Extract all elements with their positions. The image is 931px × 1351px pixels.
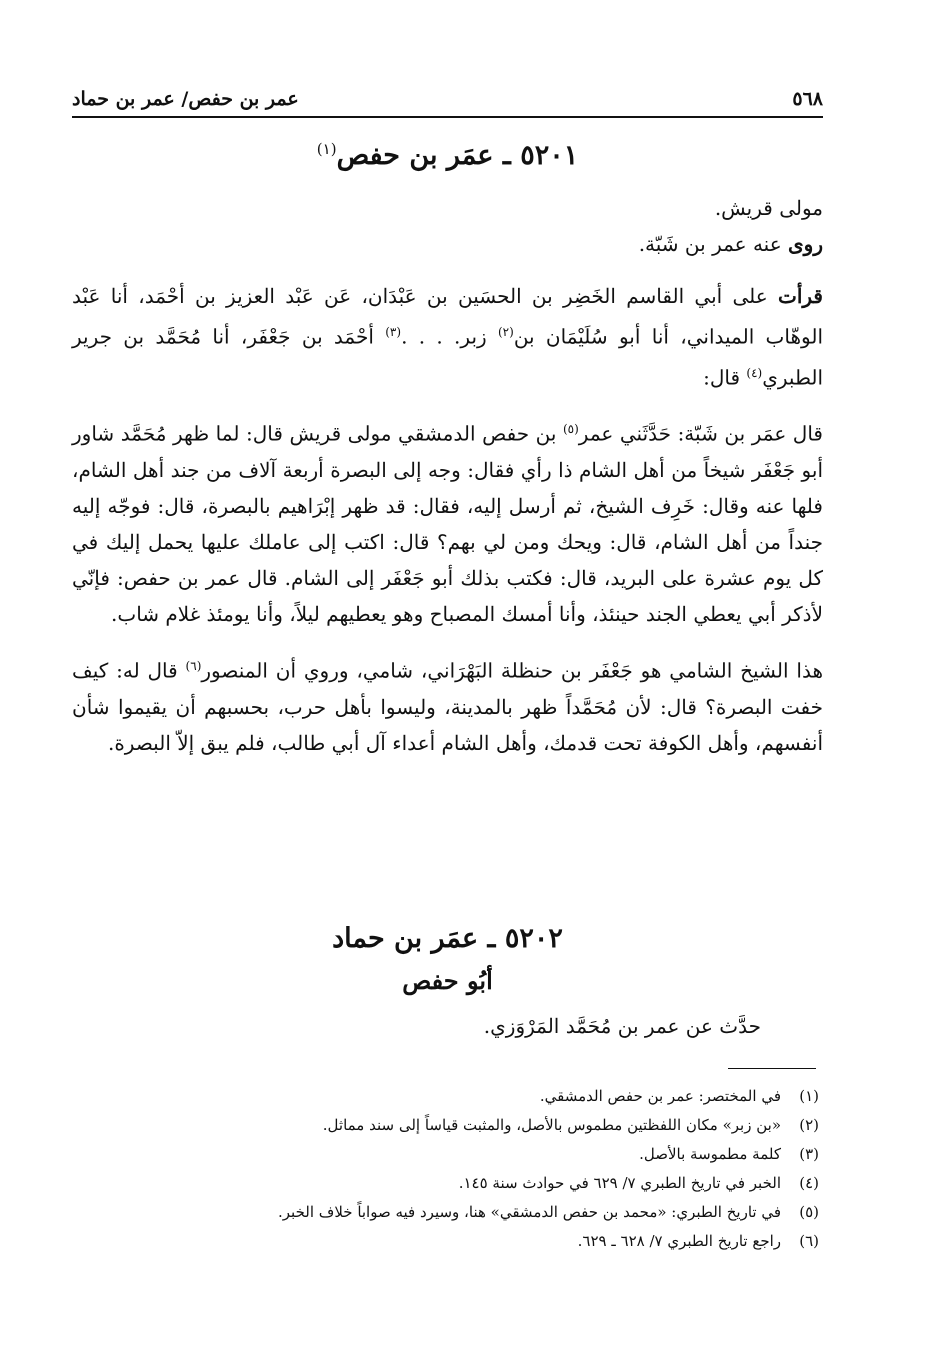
- footnote-number: (٢): [799, 1116, 819, 1134]
- entry2-subtitle: أبُو حفص: [402, 966, 493, 995]
- footnote-text: كلمة مطموسة بالأصل.: [639, 1145, 781, 1163]
- footnote-marker: (٣): [385, 325, 402, 339]
- paragraph-lead: قرأت: [778, 284, 823, 308]
- footnote-number: (٦): [799, 1232, 819, 1250]
- footnote-marker: (٢): [497, 325, 514, 339]
- paragraph-text: هذا الشيخ الشامي هو جَعْفَر بن حنظلة البَهْرَاني، شامي، وروي أن المنصور: [201, 658, 823, 683]
- narration-paragraph: [72, 411, 823, 632]
- paragraph: مولى قريش.: [714, 196, 823, 220]
- footnote-number: (٤): [799, 1174, 819, 1192]
- paragraph-text: قال عمَر بن شَبّة: حَدَّثَني عمر: [578, 421, 823, 446]
- entry2-body: [72, 1008, 761, 1044]
- paragraph-text: على أبي القاسم الخَضِر بن الحسَين بن عَبْدَان، عَن عَبْد العزيز بن أحْمَد، أنا عَبْد الوهّاب الميداني، أنا أبو سُلَيْمَان بن: [72, 284, 824, 349]
- entry2-title: ٥٢٠٢ ـ عمَر بن حماد: [332, 923, 563, 954]
- footnote-number: (٥): [799, 1203, 819, 1221]
- paragraph-text: أحْمَد بن جَعْفَر، أنا مُحَمَّد بن جرير الطبري: [72, 324, 823, 390]
- paragraph: حدَّث عن عمر بن مُحَمَّد المَرْوَزي.: [483, 1014, 761, 1038]
- footnote: [72, 1140, 819, 1169]
- footnote: [72, 1111, 819, 1140]
- footnote-text: راجع تاريخ الطبري ٧/ ٦٢٨ ـ ٦٢٩.: [577, 1232, 781, 1250]
- footnote-marker: (٥): [562, 422, 579, 437]
- footnote-marker: (١): [316, 140, 337, 158]
- entry2-heading: [72, 918, 823, 1002]
- footnote-marker: (٦): [185, 658, 202, 673]
- running-title: عمر بن حفص/ عمر بن حماد: [72, 88, 299, 110]
- paragraph-text: عنه عمر بن شَبّة.: [638, 232, 789, 256]
- entry-body: [72, 190, 823, 761]
- paragraph-text: بن حفص الدمشقي مولى قريش قال: لما ظهر مُحَمَّد شاور أبو جَعْفَر شيخاً من أهل الشام ذا رأي فقال: وجه إلى البصرة أربعة آلاف من جند أهل الشام، فلها عنه وقال: خَرِف الشيخ، ثم أرسل إليه، فقال: قد ظهر إبْرَاهيم بالبصرة، قال: فوجّه إليه جنداً من أهل الشام، قال: ويحك ومن لي بهم؟ قال: اكتب إلى عاملك عليها يحمل إليك في كل يوم عشرة على البريد، قال: فكتب بذلك أبو جَعْفَر إلى الشام. قال عمر بن حفص: فإنّي لأذكر أبي يعطي الجند حينئذ، وأنا أمسك المصباح وهو يعطيهم ليلاً، وأنا يومئذ غلام شاب.: [72, 421, 823, 626]
- page-number: ٥٦٨: [792, 88, 823, 110]
- footnotes: [72, 1082, 819, 1256]
- paragraph-lead: روى: [788, 232, 823, 256]
- footnote-text: في تاريخ الطبري: «محمد بن حفص الدمشقي» هنا، وسيرد فيه صواباً خلاف الخبر.: [278, 1203, 781, 1221]
- footnote-divider: [728, 1068, 816, 1069]
- footnote-text: الخبر في تاريخ الطبري ٧/ ٦٢٩ في حوادث سنة ١٤٥.: [458, 1174, 781, 1192]
- entry-title: [72, 140, 823, 171]
- paragraph-text: زبر. . . .: [401, 324, 498, 349]
- footnote-number: (٣): [799, 1145, 819, 1163]
- running-head: [72, 70, 823, 118]
- paragraph-text: قال:: [703, 365, 747, 390]
- paragraph: [72, 226, 823, 262]
- footnote: [72, 1227, 819, 1256]
- footnote-marker: (٤): [746, 365, 763, 380]
- isnad-paragraph: [72, 278, 823, 395]
- entry-title-text: ٥٢٠١ ـ عمَر بن حفص: [336, 140, 579, 171]
- footnote: [72, 1169, 819, 1198]
- footnote-text: في المختصر: عمر بن حفص الدمشقي.: [539, 1087, 781, 1105]
- footnote: [72, 1198, 819, 1227]
- paragraph-text: قال له: كيف خفت البصرة؟ قال: لأن مُحَمَّداً ظهر بالمدينة، وليسوا بأهل حرب، بحسبهم أن يقيموا شأن أنفسهم، وأهل الكوفة تحت قدمك، وأهل الشام أعداء آل أبي طالب، فلم يبق إلاّ البصرة.: [72, 658, 823, 755]
- commentary-paragraph: [72, 648, 823, 761]
- footnote-text: «بن زبر» مكان اللفظتين مطموس بالأصل، والمثبت قياساً إلى سند مماثل.: [322, 1116, 781, 1134]
- footnote-number: (١): [799, 1087, 819, 1105]
- footnote: [72, 1082, 819, 1111]
